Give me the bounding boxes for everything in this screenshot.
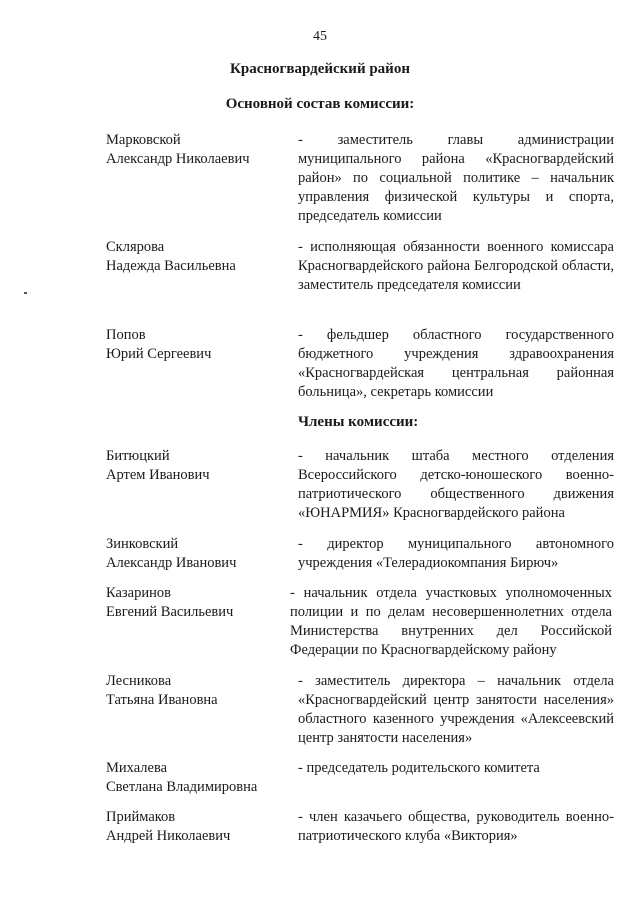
member-given-name: Татьяна Ивановна <box>106 692 218 708</box>
member-role: - начальник штаба местного отделения Всероссийского детско-юношеского военно-патриотического общественного движения «ЮНАРМИЯ» Красногвардейского района <box>298 448 614 521</box>
member-given-name: Артем Иванович <box>106 467 210 483</box>
member-surname: Марковской <box>106 132 181 148</box>
member-surname: Михалева <box>106 760 168 776</box>
member-given-name: Юрий Сергеевич <box>106 346 212 362</box>
member-role: - председатель родительского комитета <box>298 760 540 776</box>
member-given-name: Андрей Николаевич <box>106 828 231 844</box>
members-title: Члены комиссии: <box>298 414 419 430</box>
member-role: - фельдшер областного государственного бюджетного учреждения здравоохранения «Красногвардейская центральная районная больница», секретарь комиссии <box>298 327 614 400</box>
member-name <box>106 447 286 485</box>
member-name <box>106 535 286 573</box>
member-surname: Склярова <box>106 239 165 255</box>
member-surname: Казаринов <box>106 585 171 601</box>
member-role: - заместитель директора – начальник отдела «Красногвардейский центр занятости населения» областного казенного учреждения «Алексеевский центр занятости населения» <box>298 673 614 746</box>
member-surname: Лесникова <box>106 673 172 689</box>
member-role: - исполняющая обязанности военного комиссара Красногвардейского района Белгородской области, заместитель председателя комиссии <box>298 239 614 293</box>
member-role: - член казачьего общества, руководитель военно-патриотического клуба «Виктория» <box>298 809 614 844</box>
member-role: - заместитель главы администрации муниципального района «Красногвардейский район» по социальной политике – начальник управления физической культуры и спорта, председатель комиссии <box>298 132 614 224</box>
member-given-name: Александр Иванович <box>106 555 237 571</box>
member-name <box>106 326 286 364</box>
member-name <box>106 759 286 797</box>
main-composition-title: Основной состав комиссии: <box>225 96 415 112</box>
member-name <box>106 131 286 169</box>
member-name <box>106 808 286 846</box>
member-given-name: Надежда Васильевна <box>106 258 236 274</box>
page-number: 45 <box>313 29 327 44</box>
member-surname: Битюцкий <box>106 448 170 464</box>
member-given-name: Светлана Владимировна <box>106 779 258 795</box>
member-name <box>106 672 286 710</box>
member-role: - начальник отдела участковых уполномоченных полиции и по делам несовершеннолетних отдела Министерства внутренних дел Российской Федерации по Красногвардейскому району <box>290 585 612 658</box>
member-name <box>106 238 286 276</box>
member-name <box>106 584 286 622</box>
district-title: Красногвардейский район <box>230 61 410 77</box>
member-surname: Попов <box>106 327 146 343</box>
margin-mark <box>24 292 27 294</box>
member-surname: Зинковский <box>106 536 179 552</box>
member-role: - директор муниципального автономного учреждения «Телерадиокомпания Бирюч» <box>298 536 614 571</box>
member-surname: Приймаков <box>106 809 176 825</box>
member-given-name: Евгений Васильевич <box>106 604 234 620</box>
member-given-name: Александр Николаевич <box>106 151 250 167</box>
